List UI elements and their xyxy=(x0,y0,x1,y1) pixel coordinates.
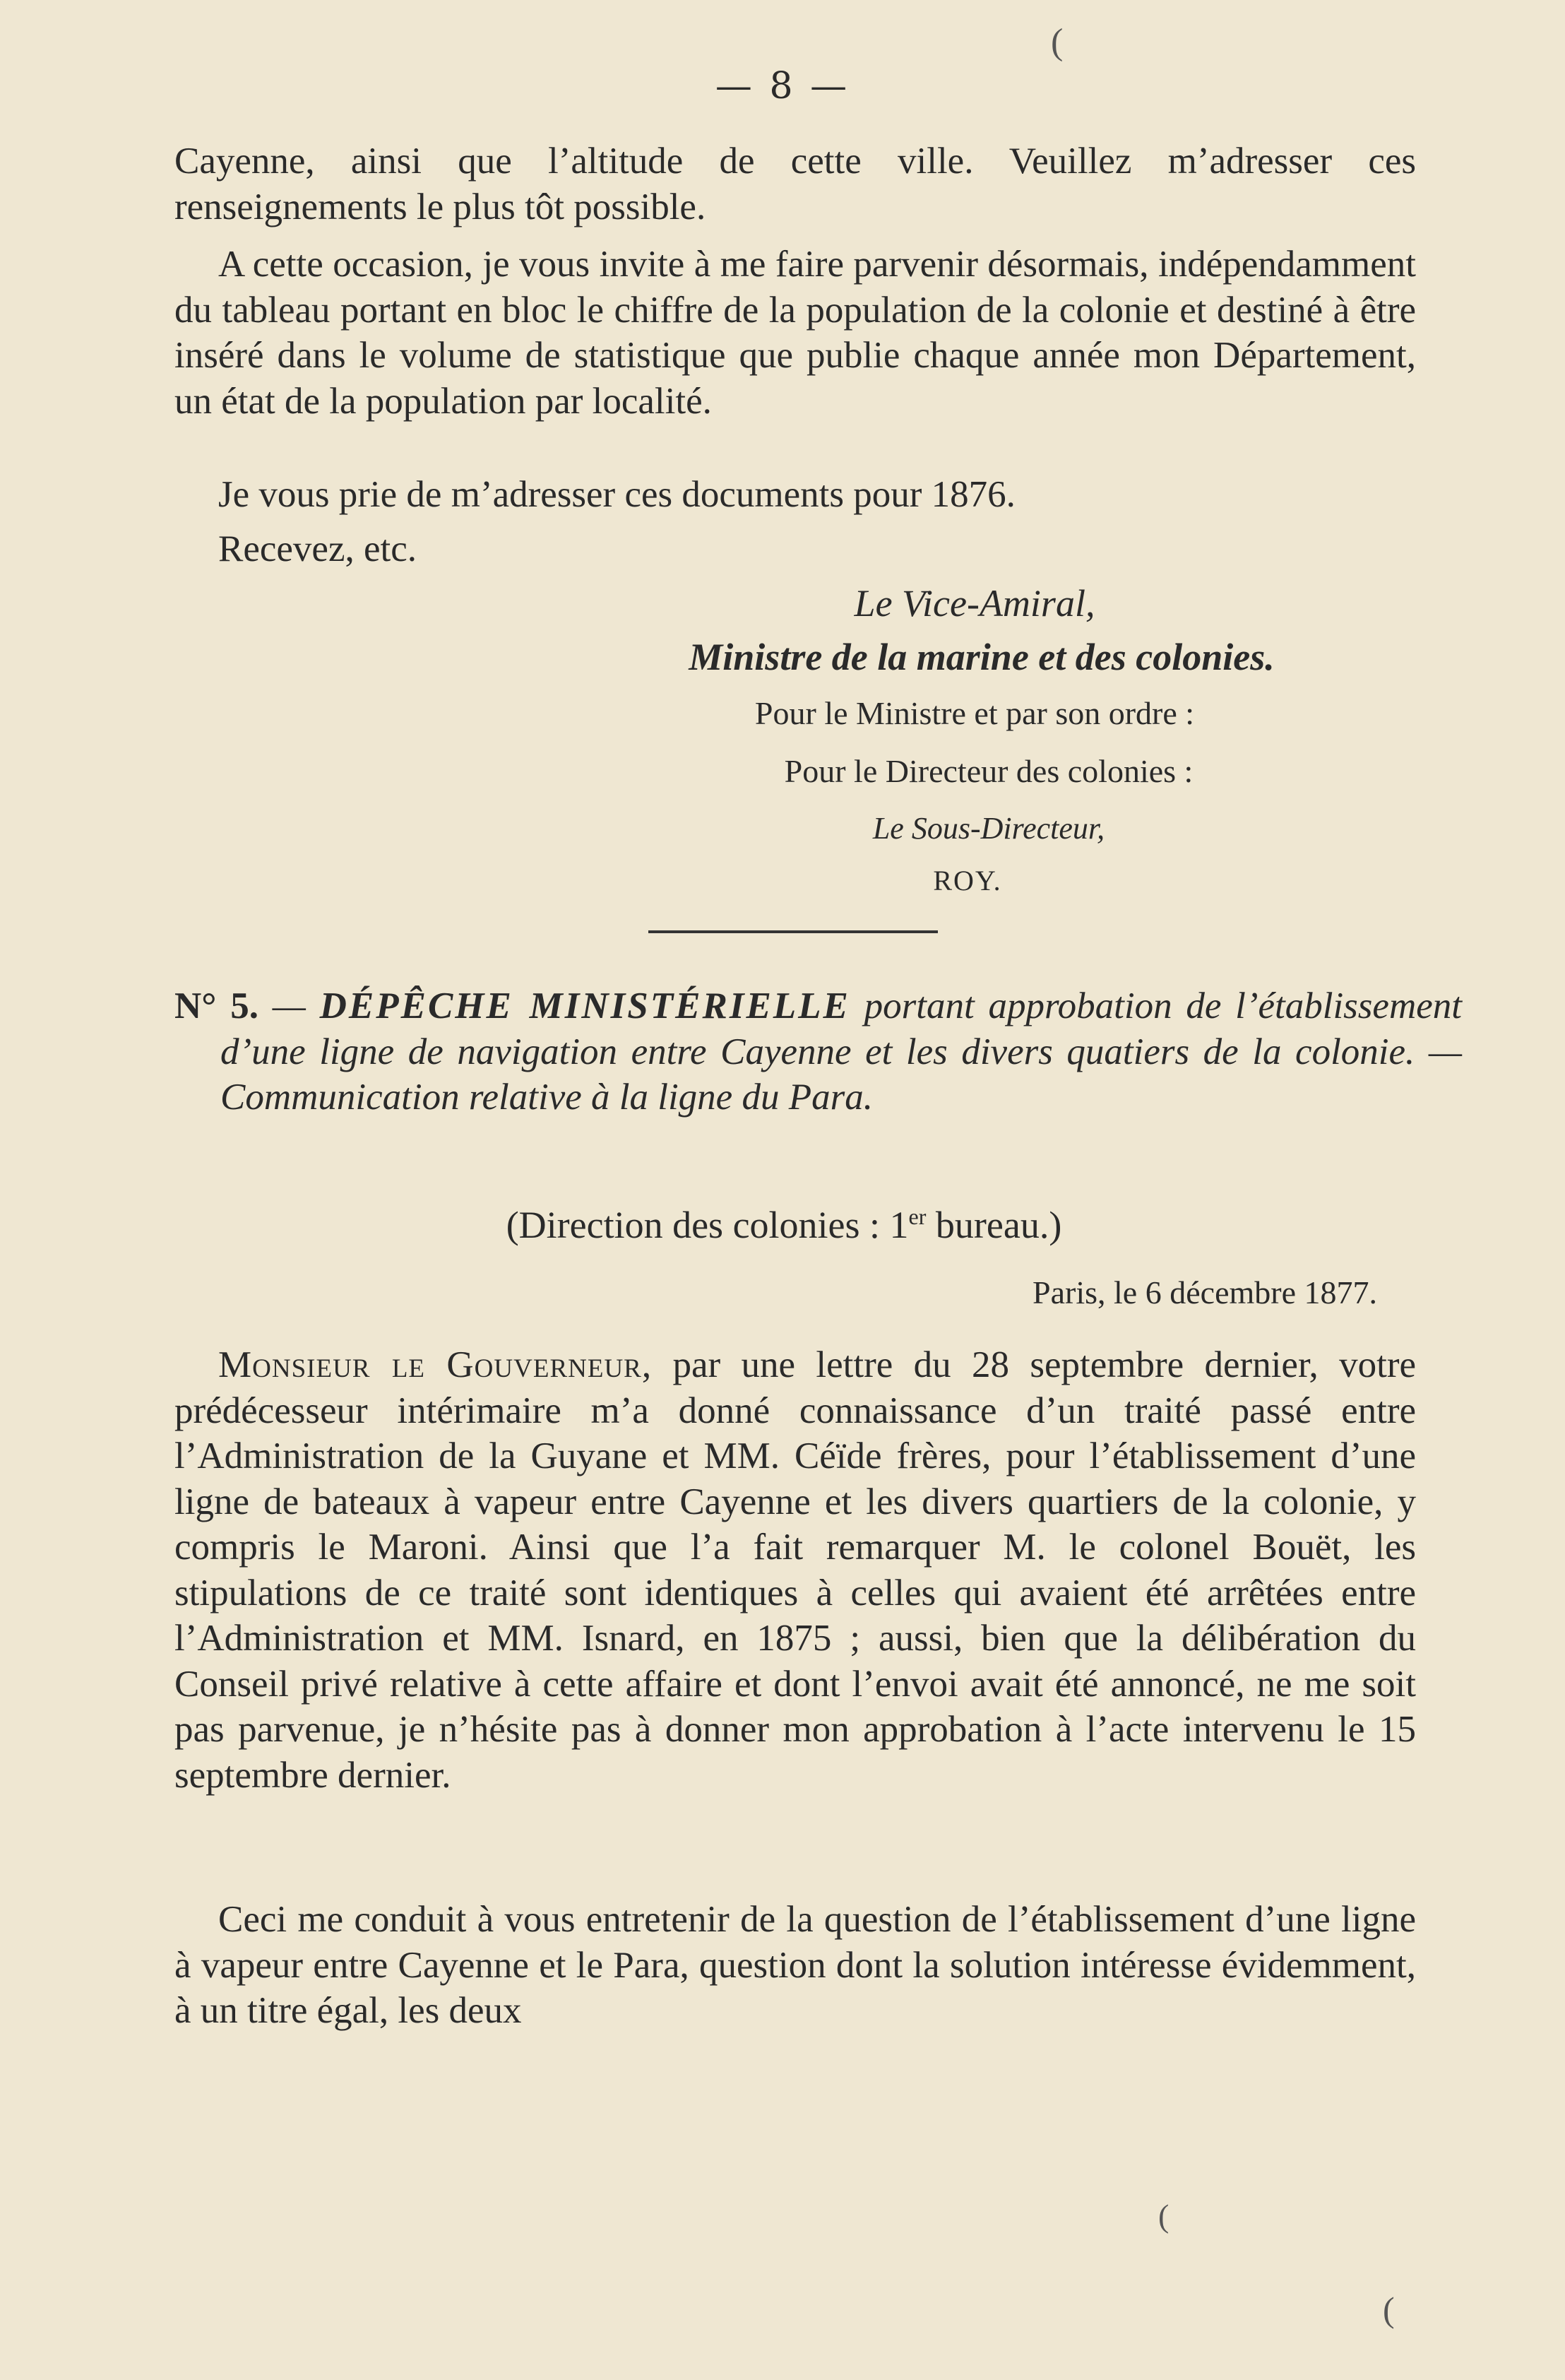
page-number: — 8 — xyxy=(715,65,850,107)
signature-ministre: Ministre de la marine et des colonies. xyxy=(689,636,1275,678)
section-title: DÉPÊCHE MINISTÉRIELLE xyxy=(319,985,850,1026)
paragraph-documents-request: Je vous prie de m’adresser ces documents pour 1876. xyxy=(218,474,1016,515)
signature-sous-directeur: Le Sous-Directeur, xyxy=(872,811,1105,846)
section-subtitle: portant approbation de l’établissement d’une ligne de navigation entre Cayenne et les divers quatiers de la colonie. — Communication relative à la ligne du Para. xyxy=(220,985,1462,1118)
signature-name: ROY. xyxy=(933,865,1002,896)
section-number: N° 5. xyxy=(174,985,258,1026)
margin-mark-top: ( xyxy=(1051,22,1064,62)
section-dash: — xyxy=(258,985,320,1026)
paragraph-statistics: A cette occasion, je vous invite à me faire parvenir désormais, indépendamment du tableau portant en bloc le chiffre de la population de la colonie et destiné à être inséré dans le volume de statistique que publie chaque année mon Département, un état de la population par localité. xyxy=(174,244,1416,422)
direction-superscript: er xyxy=(908,1204,927,1229)
direction-prefix: (Direction des colonies : 1 xyxy=(506,1204,909,1246)
paragraph-continuation: Cayenne, ainsi que l’altitude de cette ville. Veuillez m’adresser ces renseignements le plus tôt possible. xyxy=(174,141,1416,227)
section-divider xyxy=(648,930,938,933)
paragraph-closing: Recevez, etc. xyxy=(218,528,417,569)
section-heading xyxy=(174,983,1462,1120)
signature-vice-amiral: Le Vice-Amiral, xyxy=(854,582,1095,624)
letter-salutation: Monsieur le Gouverneur, xyxy=(218,1344,653,1385)
signature-pour-directeur: Pour le Directeur des colonies : xyxy=(784,753,1194,789)
margin-mark-bottom-2: ( xyxy=(1383,2290,1395,2329)
signature-pour-ministre: Pour le Ministre et par son ordre : xyxy=(754,695,1195,731)
letter-paragraph-para-line: Ceci me conduit à vous entretenir de la question de l’établissement d’une ligne à vapeur entre Cayenne et le Para, question dont la solution intéresse évidemment, à un titre égal, les deux xyxy=(174,1899,1416,2031)
direction-line xyxy=(395,1194,1172,1248)
letter-date: Paris, le 6 décembre 1877. xyxy=(1033,1274,1377,1310)
margin-mark-bottom-1: ( xyxy=(1158,2198,1170,2234)
direction-suffix: bureau.) xyxy=(926,1204,1062,1246)
letter-paragraph-treaty xyxy=(174,1342,1416,1798)
letter-paragraph-treaty-text: par une lettre du 28 septembre dernier, votre prédécesseur intérimaire m’a donné connaissance d’un traité passé entre l’Administration de la Guyane et MM. Céïde frères, pour l’établissement d’une ligne de bateaux à vapeur entre Cayenne et les divers quartiers de la colonie, y compris le Maroni. Ainsi que l’a fait remarquer M. le colonel Bouët, les stipulations de ce traité sont identiques à celles qui avaient été arrêtées entre l’Administration et MM. Isnard, en 1875 ; aussi, bien que la délibération du Conseil privé relative à cette affaire et dont l’envoi avait été annoncé, ne me soit pas parvenue, je n’hésite pas à donner mon approbation à l’acte intervenu le 15 septembre dernier. xyxy=(174,1344,1416,1796)
